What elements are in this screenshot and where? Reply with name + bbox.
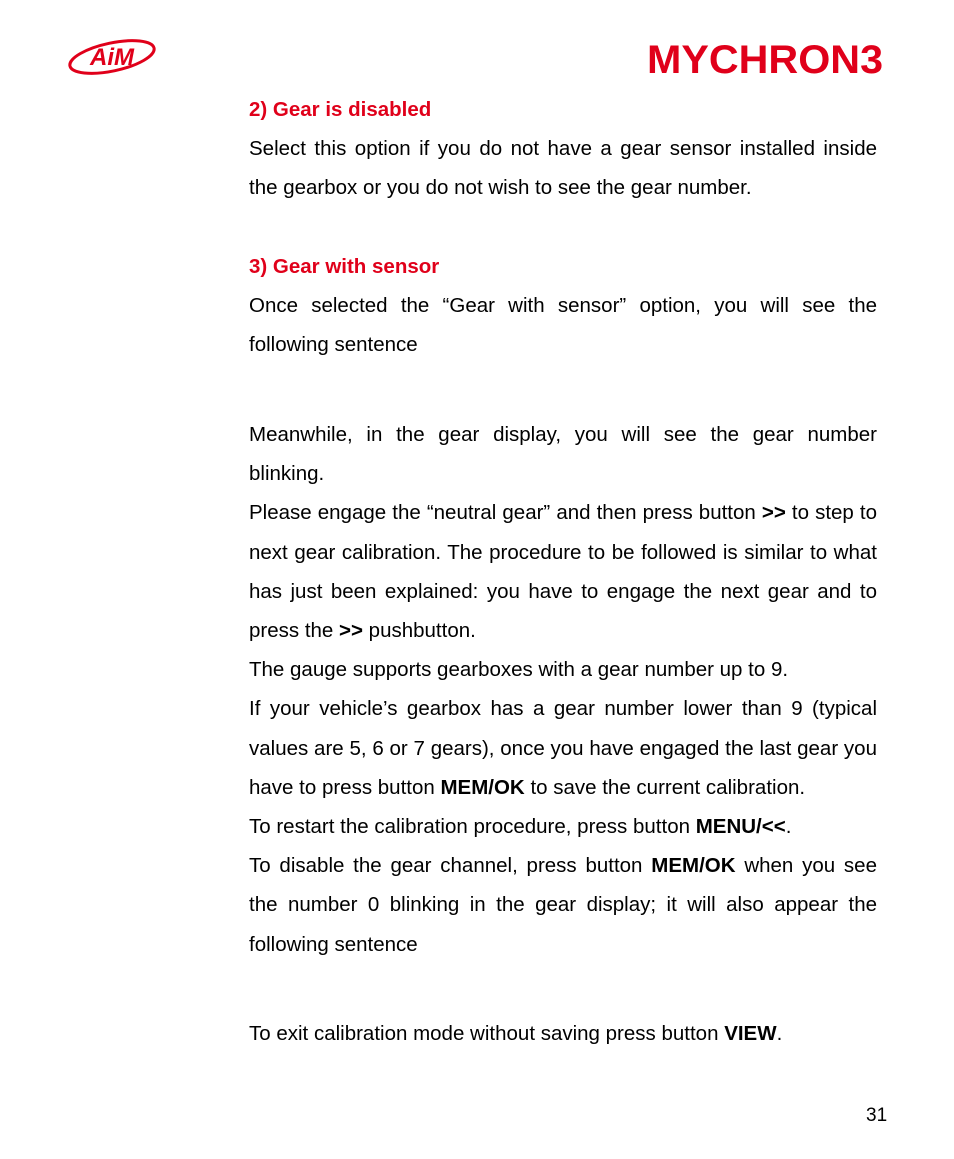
mychron-logo xyxy=(647,38,885,78)
aim-logo xyxy=(66,38,158,76)
mychron-logo-text: MYCHRON3 xyxy=(647,38,883,78)
page-number: 31 xyxy=(866,1105,888,1126)
paragraph-lower-gears: If your vehicle’s gearbox has a gear number lower than 9 (typical values are 5, 6 or 7 gears), once you have engaged the last gear you have to press button MEM/OK to save the current calibration. xyxy=(249,697,877,799)
paragraph-supports: The gauge supports gearboxes with a gear number up to 9. xyxy=(249,658,789,682)
section-title-gear-disabled: 2) Gear is disabled xyxy=(249,98,432,121)
paragraph-exit: To exit calibration mode without saving press button VIEW. xyxy=(249,1022,783,1046)
paragraph-restart: To restart the calibration procedure, press button MENU/<<. xyxy=(249,814,792,838)
section-title-gear-with-sensor: 3) Gear with sensor xyxy=(249,254,440,278)
spacer xyxy=(249,208,877,247)
spacer xyxy=(249,964,877,1015)
paragraph-meanwhile: Meanwhile, in the gear display, you will see the gear number blinking. xyxy=(249,422,877,486)
spacer xyxy=(249,364,877,415)
paragraph-engage: Please engage the “neutral gear” and then press button >> to step to next gear calibration. The procedure to be followed is similar to what has just been explained: you have to engage the next gear and to press the >> pushbutton. xyxy=(249,501,878,642)
page-content xyxy=(249,90,877,1053)
paragraph-gear-disabled: Select this option if you do not have a gear sensor installed inside the gearbox or you do not wish to see the gear number. xyxy=(249,137,877,200)
paragraph-gear-with-sensor: Once selected the “Gear with sensor” option, you will see the following sentence xyxy=(249,294,877,357)
paragraph-disable: To disable the gear channel, press button MEM/OK when you see the number 0 blinking in the gear display; it will also appear the following sentence xyxy=(249,854,877,956)
aim-logo-text: AiM xyxy=(90,44,134,71)
